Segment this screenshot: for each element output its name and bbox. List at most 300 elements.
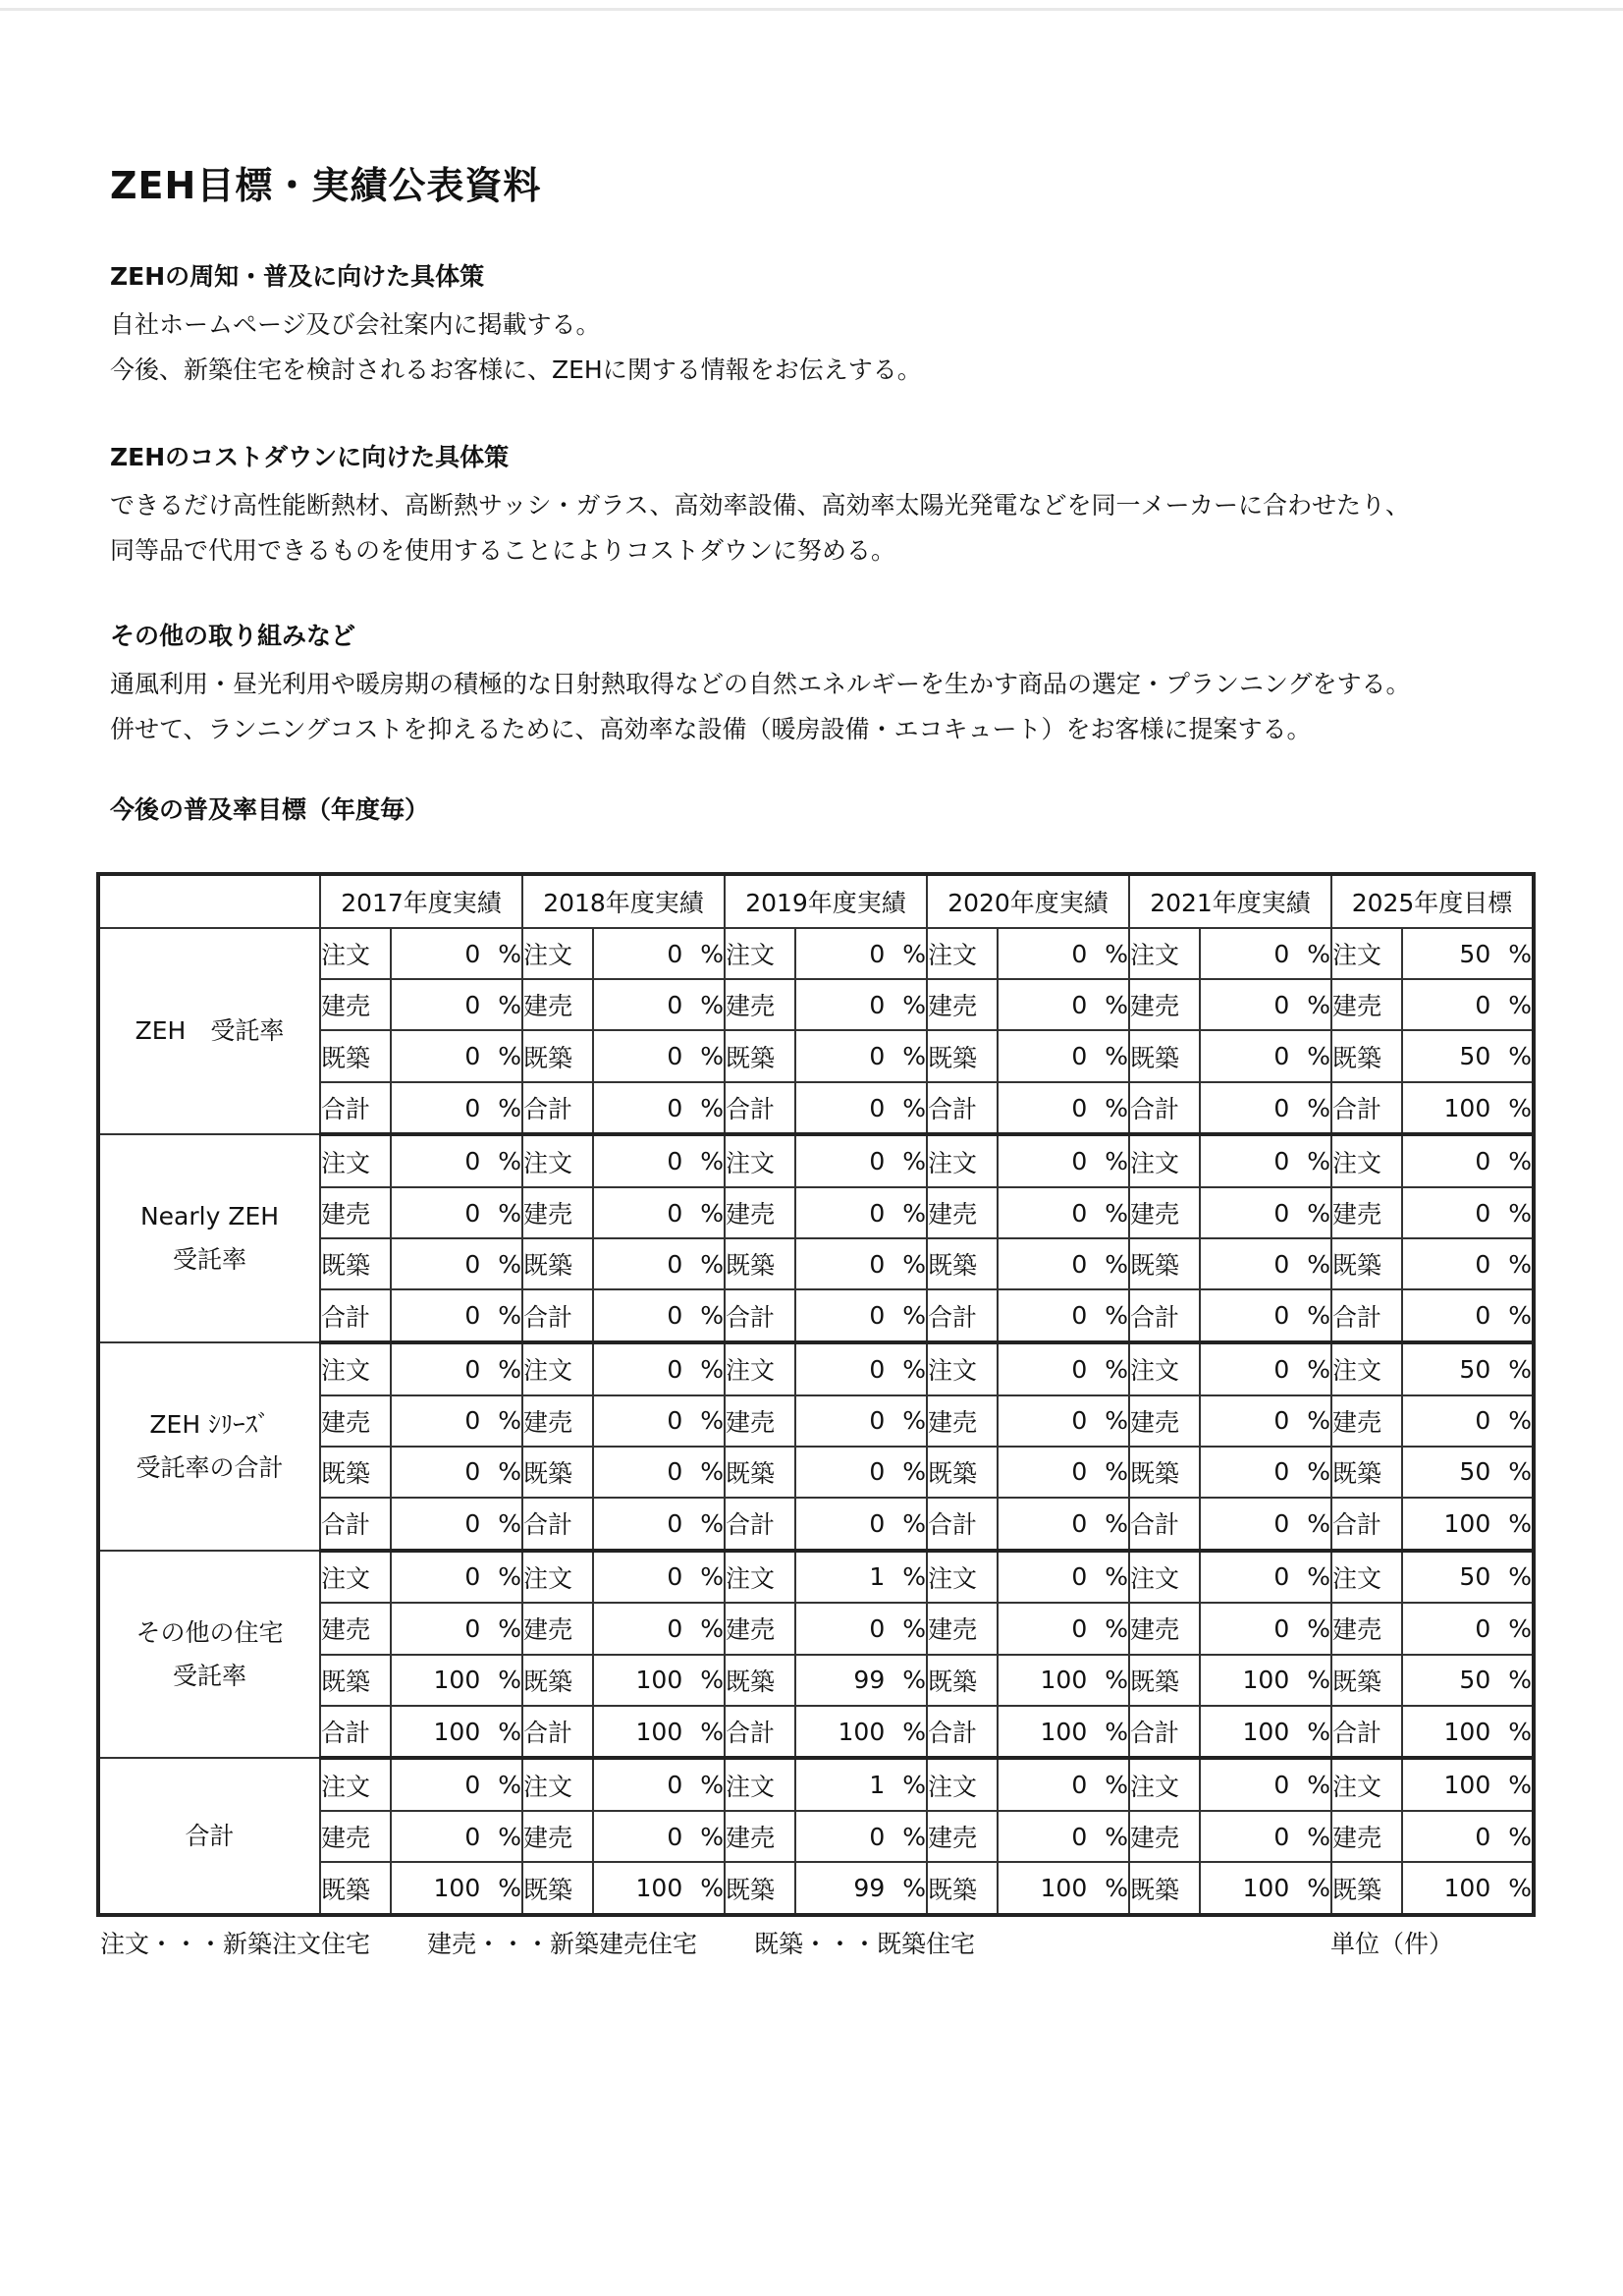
row-type-label: 合計 <box>522 1082 593 1135</box>
rate-value: 0 <box>1071 1354 1088 1384</box>
percent-sign: % <box>1307 1562 1330 1592</box>
rate-cell <box>593 1706 725 1759</box>
row-type-label: 既築 <box>927 1447 998 1498</box>
rate-cell <box>593 928 725 979</box>
rate-cell <box>998 1603 1129 1654</box>
scan-edge <box>0 8 1623 11</box>
row-type-label: 注文 <box>927 1134 998 1187</box>
rate-value: 0 <box>1273 990 1290 1019</box>
percent-sign: % <box>498 1198 521 1228</box>
row-type-label: 既築 <box>522 1655 593 1706</box>
rate-cell <box>795 1082 927 1135</box>
row-type-label: 注文 <box>320 1551 391 1604</box>
group-label: 合計 <box>98 1758 320 1915</box>
percent-sign: % <box>1508 1301 1532 1331</box>
percent-sign: % <box>1105 1042 1128 1071</box>
rate-cell <box>998 1447 1129 1498</box>
rate-value: 0 <box>869 1822 886 1851</box>
row-type-label: 既築 <box>725 1655 795 1706</box>
rate-value: 99 <box>853 1874 886 1903</box>
percent-sign: % <box>1508 1406 1532 1436</box>
row-type-label: 建売 <box>725 1395 795 1447</box>
rate-value: 0 <box>1071 1562 1088 1592</box>
row-type-label: 建売 <box>725 1603 795 1654</box>
row-type-label: 合計 <box>1331 1289 1402 1342</box>
rate-cell <box>795 1447 927 1498</box>
rate-cell <box>391 1603 522 1654</box>
rate-value: 100 <box>1242 1717 1290 1746</box>
rate-cell <box>998 1187 1129 1238</box>
rate-value: 50 <box>1459 1354 1491 1384</box>
rate-value: 0 <box>1273 1822 1290 1851</box>
percent-sign: % <box>1307 1354 1330 1384</box>
rate-value: 100 <box>433 1717 481 1746</box>
rate-cell <box>1402 1030 1534 1081</box>
rate-cell <box>1402 1395 1534 1447</box>
rate-cell <box>1200 1289 1331 1342</box>
group-label: Nearly ZEH 受託率 <box>98 1134 320 1342</box>
rate-value: 0 <box>667 1147 683 1176</box>
rate-value: 0 <box>1475 1613 1491 1643</box>
section-heading: ZEHのコストダウンに向けた具体策 <box>110 443 510 471</box>
year-header: 2021年度実績 <box>1129 874 1331 928</box>
rate-cell <box>593 1082 725 1135</box>
row-type-label: 建売 <box>725 1187 795 1238</box>
rate-value: 0 <box>464 1771 481 1800</box>
rate-value: 100 <box>1040 1717 1088 1746</box>
row-type-label: 注文 <box>522 1342 593 1395</box>
percent-sign: % <box>1105 1198 1128 1228</box>
rate-cell <box>795 1342 927 1395</box>
rate-value: 1 <box>869 1771 886 1800</box>
row-type-label: 注文 <box>725 1342 795 1395</box>
rate-value: 0 <box>1273 1249 1290 1279</box>
percent-sign: % <box>498 1771 521 1800</box>
percent-sign: % <box>700 1147 724 1176</box>
rate-value: 50 <box>1459 1562 1491 1592</box>
rate-cell <box>1402 1082 1534 1135</box>
rate-value: 0 <box>1273 1613 1290 1643</box>
rate-value: 0 <box>1273 1093 1290 1122</box>
rate-value: 0 <box>1071 1249 1088 1279</box>
rate-cell <box>1200 1655 1331 1706</box>
rate-value: 0 <box>667 1354 683 1384</box>
rate-cell <box>1200 1862 1331 1915</box>
rate-value: 0 <box>667 1301 683 1331</box>
rate-value: 0 <box>1071 1042 1088 1071</box>
row-type-label: 合計 <box>725 1082 795 1135</box>
percent-sign: % <box>1105 1666 1128 1695</box>
rate-cell <box>1402 928 1534 979</box>
year-header: 2020年度実績 <box>927 874 1129 928</box>
row-type-label: 既築 <box>1331 1030 1402 1081</box>
rate-value: 0 <box>869 990 886 1019</box>
percent-sign: % <box>1105 1771 1128 1800</box>
percent-sign: % <box>902 1042 926 1071</box>
rate-value: 0 <box>667 1198 683 1228</box>
rate-value: 0 <box>1273 1562 1290 1592</box>
rate-value: 100 <box>1242 1666 1290 1695</box>
rate-cell <box>1200 928 1331 979</box>
row-type-label: 既築 <box>1331 1238 1402 1289</box>
rate-cell <box>998 1758 1129 1811</box>
row-type-label: 注文 <box>522 1758 593 1811</box>
rate-value: 0 <box>667 1042 683 1071</box>
percent-sign: % <box>1307 1822 1330 1851</box>
row-type-label: 既築 <box>320 1030 391 1081</box>
percent-sign: % <box>700 1198 724 1228</box>
percent-sign: % <box>1105 1457 1128 1487</box>
percent-sign: % <box>1105 1093 1128 1122</box>
rate-cell <box>1402 1238 1534 1289</box>
row-type-label: 注文 <box>927 1758 998 1811</box>
rate-value: 0 <box>869 939 886 968</box>
rate-value: 1 <box>869 1562 886 1592</box>
rate-cell <box>998 1655 1129 1706</box>
percent-sign: % <box>498 1406 521 1436</box>
rate-cell <box>1200 1498 1331 1551</box>
percent-sign: % <box>902 1562 926 1592</box>
rate-cell <box>391 1342 522 1395</box>
row-type-label: 注文 <box>1331 1342 1402 1395</box>
rate-cell <box>1402 1447 1534 1498</box>
section-text: 併せて、ランニングコストを抑えるために、高効率な設備（暖房設備・エコキュート）をお客様に提案する。 <box>110 715 1312 743</box>
rate-value: 0 <box>667 1249 683 1279</box>
row-type-label: 建売 <box>1331 1811 1402 1862</box>
row-type-label: 注文 <box>320 1758 391 1811</box>
rate-value: 0 <box>869 1508 886 1538</box>
row-type-label: 注文 <box>320 1342 391 1395</box>
row-type-label: 建売 <box>1331 1603 1402 1654</box>
rate-cell <box>795 1289 927 1342</box>
row-type-label: 合計 <box>320 1498 391 1551</box>
rate-value: 0 <box>667 1406 683 1436</box>
row-type-label: 建売 <box>1129 1395 1200 1447</box>
rate-cell <box>998 1134 1129 1187</box>
rate-cell <box>998 1811 1129 1862</box>
percent-sign: % <box>1105 939 1128 968</box>
rate-cell <box>1200 1706 1331 1759</box>
percent-sign: % <box>1508 1147 1532 1176</box>
rate-value: 100 <box>635 1666 683 1695</box>
percent-sign: % <box>902 1771 926 1800</box>
percent-sign: % <box>1508 1717 1532 1746</box>
percent-sign: % <box>1307 1042 1330 1071</box>
percent-sign: % <box>1508 1822 1532 1851</box>
rate-cell <box>391 1758 522 1811</box>
percent-sign: % <box>700 1042 724 1071</box>
percent-sign: % <box>902 1093 926 1122</box>
rate-cell <box>391 1187 522 1238</box>
row-type-label: 既築 <box>927 1030 998 1081</box>
percent-sign: % <box>902 1406 926 1436</box>
rate-value: 100 <box>1443 1717 1491 1746</box>
rate-value: 0 <box>1071 1147 1088 1176</box>
percent-sign: % <box>1508 1508 1532 1538</box>
rate-cell <box>1200 1551 1331 1604</box>
rate-cell <box>391 1655 522 1706</box>
percent-sign: % <box>1508 1613 1532 1643</box>
row-type-label: 既築 <box>1331 1447 1402 1498</box>
rate-value: 0 <box>869 1406 886 1436</box>
year-header: 2019年度実績 <box>725 874 927 928</box>
rate-value: 0 <box>1475 990 1491 1019</box>
percent-sign: % <box>902 1198 926 1228</box>
rate-value: 100 <box>1443 1508 1491 1538</box>
rate-cell <box>1200 979 1331 1030</box>
rate-cell <box>1200 1187 1331 1238</box>
rate-value: 0 <box>464 1822 481 1851</box>
percent-sign: % <box>498 1042 521 1071</box>
page-title: ZEH目標・実績公表資料 <box>110 164 542 207</box>
row-type-label: 合計 <box>725 1706 795 1759</box>
row-type-label: 建売 <box>1129 1603 1200 1654</box>
percent-sign: % <box>700 1249 724 1279</box>
rate-value: 0 <box>1273 1042 1290 1071</box>
rate-cell <box>1200 1603 1331 1654</box>
percent-sign: % <box>1105 1147 1128 1176</box>
percent-sign: % <box>1508 1042 1532 1071</box>
rate-cell <box>593 979 725 1030</box>
percent-sign: % <box>1307 1147 1330 1176</box>
percent-sign: % <box>1508 990 1532 1019</box>
table-header-row <box>98 874 1534 928</box>
percent-sign: % <box>498 939 521 968</box>
row-type-label: 合計 <box>522 1706 593 1759</box>
percent-sign: % <box>700 1822 724 1851</box>
rate-cell <box>593 1758 725 1811</box>
rate-value: 50 <box>1459 1666 1491 1695</box>
rate-value: 0 <box>1475 1822 1491 1851</box>
rate-cell <box>391 1289 522 1342</box>
percent-sign: % <box>1307 1406 1330 1436</box>
row-type-label: 合計 <box>1129 1706 1200 1759</box>
rate-cell <box>1200 1811 1331 1862</box>
rate-cell <box>593 1811 725 1862</box>
rate-cell <box>1200 1030 1331 1081</box>
percent-sign: % <box>700 1717 724 1746</box>
rate-cell <box>998 1498 1129 1551</box>
rate-cell <box>593 1447 725 1498</box>
rate-cell <box>593 1030 725 1081</box>
row-type-label: 既築 <box>320 1447 391 1498</box>
rate-value: 0 <box>1071 1771 1088 1800</box>
rate-value: 0 <box>1273 1147 1290 1176</box>
percent-sign: % <box>1508 1874 1532 1903</box>
percent-sign: % <box>1105 1508 1128 1538</box>
row-type-label: 注文 <box>927 1342 998 1395</box>
percent-sign: % <box>498 1093 521 1122</box>
rate-cell <box>593 1551 725 1604</box>
row-type-label: 既築 <box>1331 1862 1402 1915</box>
row-type-label: 建売 <box>522 1187 593 1238</box>
rate-value: 0 <box>667 1508 683 1538</box>
rate-value: 0 <box>1273 1198 1290 1228</box>
rate-value: 100 <box>635 1874 683 1903</box>
row-type-label: 建売 <box>522 1395 593 1447</box>
row-type-label: 合計 <box>1331 1706 1402 1759</box>
row-type-label: 既築 <box>927 1238 998 1289</box>
rate-value: 100 <box>433 1666 481 1695</box>
percent-sign: % <box>1307 1457 1330 1487</box>
rate-cell <box>391 1447 522 1498</box>
rate-value: 99 <box>853 1666 886 1695</box>
row-type-label: 既築 <box>522 1447 593 1498</box>
rate-cell <box>1200 1447 1331 1498</box>
table-row <box>98 928 1534 979</box>
section-text: 今後、新築住宅を検討されるお客様に、ZEHに関する情報をお伝えする。 <box>110 355 922 384</box>
rate-cell <box>593 1238 725 1289</box>
percent-sign: % <box>700 1093 724 1122</box>
rate-cell <box>593 1862 725 1915</box>
row-type-label: 建売 <box>1129 979 1200 1030</box>
percent-sign: % <box>498 990 521 1019</box>
percent-sign: % <box>1508 1771 1532 1800</box>
table-row <box>98 1758 1534 1811</box>
percent-sign: % <box>1307 1301 1330 1331</box>
row-type-label: 注文 <box>1129 1551 1200 1604</box>
rate-value: 0 <box>1273 1457 1290 1487</box>
percent-sign: % <box>1105 1822 1128 1851</box>
row-type-label: 注文 <box>522 1134 593 1187</box>
table-row <box>98 1134 1534 1187</box>
percent-sign: % <box>1105 1249 1128 1279</box>
row-type-label: 合計 <box>1331 1082 1402 1135</box>
rate-value: 0 <box>869 1093 886 1122</box>
rate-cell <box>795 1758 927 1811</box>
percent-sign: % <box>1508 1093 1532 1122</box>
rate-cell <box>1402 1134 1534 1187</box>
rate-cell <box>391 1238 522 1289</box>
section-other-initiatives <box>110 617 1543 752</box>
rate-value: 100 <box>1443 1093 1491 1122</box>
rate-value: 100 <box>1040 1666 1088 1695</box>
year-header: 2018年度実績 <box>522 874 725 928</box>
percent-sign: % <box>902 1666 926 1695</box>
rate-cell <box>998 1289 1129 1342</box>
rate-cell <box>1402 1289 1534 1342</box>
row-type-label: 建売 <box>320 1395 391 1447</box>
rate-value: 0 <box>1071 1198 1088 1228</box>
row-type-label: 合計 <box>725 1289 795 1342</box>
rate-value: 0 <box>1475 1406 1491 1436</box>
rate-value: 0 <box>464 1198 481 1228</box>
row-type-label: 既築 <box>725 1447 795 1498</box>
rate-cell <box>1402 1862 1534 1915</box>
rate-value: 0 <box>869 1147 886 1176</box>
row-type-label: 既築 <box>927 1862 998 1915</box>
percent-sign: % <box>902 1613 926 1643</box>
year-header: 2017年度実績 <box>320 874 522 928</box>
rate-value: 0 <box>1071 1508 1088 1538</box>
rate-value: 0 <box>464 1613 481 1643</box>
group-label: ZEH 受託率 <box>98 928 320 1134</box>
rate-cell <box>998 979 1129 1030</box>
rate-value: 0 <box>667 1822 683 1851</box>
row-type-label: 既築 <box>725 1030 795 1081</box>
percent-sign: % <box>1508 1562 1532 1592</box>
rate-value: 0 <box>1071 1093 1088 1122</box>
row-type-label: 注文 <box>927 1551 998 1604</box>
percent-sign: % <box>498 1562 521 1592</box>
percent-sign: % <box>498 1613 521 1643</box>
rate-value: 100 <box>1242 1874 1290 1903</box>
percent-sign: % <box>1307 1874 1330 1903</box>
percent-sign: % <box>1105 1354 1128 1384</box>
percent-sign: % <box>700 1508 724 1538</box>
rate-cell <box>391 979 522 1030</box>
group-label: ZEH ｼﾘｰｽﾞ 受託率の合計 <box>98 1342 320 1551</box>
rate-cell <box>795 1603 927 1654</box>
rate-cell <box>1200 1758 1331 1811</box>
row-type-label: 合計 <box>927 1498 998 1551</box>
percent-sign: % <box>1105 1717 1128 1746</box>
rate-cell <box>795 928 927 979</box>
percent-sign: % <box>902 990 926 1019</box>
row-type-label: 建売 <box>1331 1395 1402 1447</box>
percent-sign: % <box>1105 1406 1128 1436</box>
row-type-label: 注文 <box>1129 1758 1200 1811</box>
percent-sign: % <box>700 990 724 1019</box>
rate-cell <box>1402 979 1534 1030</box>
rate-cell <box>998 1395 1129 1447</box>
group-label: その他の住宅 受託率 <box>98 1551 320 1759</box>
percent-sign: % <box>1307 1198 1330 1228</box>
rate-value: 0 <box>464 1042 481 1071</box>
rate-cell <box>391 1082 522 1135</box>
rate-value: 0 <box>464 1457 481 1487</box>
table-corner <box>98 874 320 928</box>
rate-cell <box>1402 1187 1534 1238</box>
rate-value: 0 <box>464 1354 481 1384</box>
rate-value: 0 <box>1475 1198 1491 1228</box>
rate-value: 100 <box>1443 1771 1491 1800</box>
rate-cell <box>391 1498 522 1551</box>
row-type-label: 既築 <box>1129 1030 1200 1081</box>
row-type-label: 建売 <box>522 1811 593 1862</box>
percent-sign: % <box>498 1301 521 1331</box>
rate-value: 100 <box>433 1874 481 1903</box>
rate-cell <box>795 1551 927 1604</box>
table-title: 今後の普及率目標（年度毎） <box>110 795 430 824</box>
percent-sign: % <box>498 1249 521 1279</box>
percent-sign: % <box>1307 939 1330 968</box>
row-type-label: 注文 <box>320 1134 391 1187</box>
percent-sign: % <box>700 1406 724 1436</box>
unit-note: 単位（件） <box>1330 1930 1454 1958</box>
row-type-label: 既築 <box>522 1862 593 1915</box>
percent-sign: % <box>1105 1562 1128 1592</box>
row-type-label: 合計 <box>320 1289 391 1342</box>
rate-value: 0 <box>464 1406 481 1436</box>
rate-cell <box>1402 1603 1534 1654</box>
footnote-spec: 建売・・・新築建売住宅 <box>427 1930 698 1958</box>
percent-sign: % <box>902 1354 926 1384</box>
rate-cell <box>1200 1395 1331 1447</box>
rate-cell <box>795 979 927 1030</box>
row-type-label: 注文 <box>725 1134 795 1187</box>
rate-cell <box>593 1498 725 1551</box>
section-heading: ZEHの周知・普及に向けた具体策 <box>110 262 485 291</box>
percent-sign: % <box>1508 1198 1532 1228</box>
percent-sign: % <box>1307 990 1330 1019</box>
rate-cell <box>1200 1082 1331 1135</box>
row-type-label: 建売 <box>1129 1187 1200 1238</box>
rate-value: 100 <box>1443 1874 1491 1903</box>
row-type-label: 既築 <box>1331 1655 1402 1706</box>
row-type-label: 建売 <box>725 1811 795 1862</box>
percent-sign: % <box>1307 1613 1330 1643</box>
